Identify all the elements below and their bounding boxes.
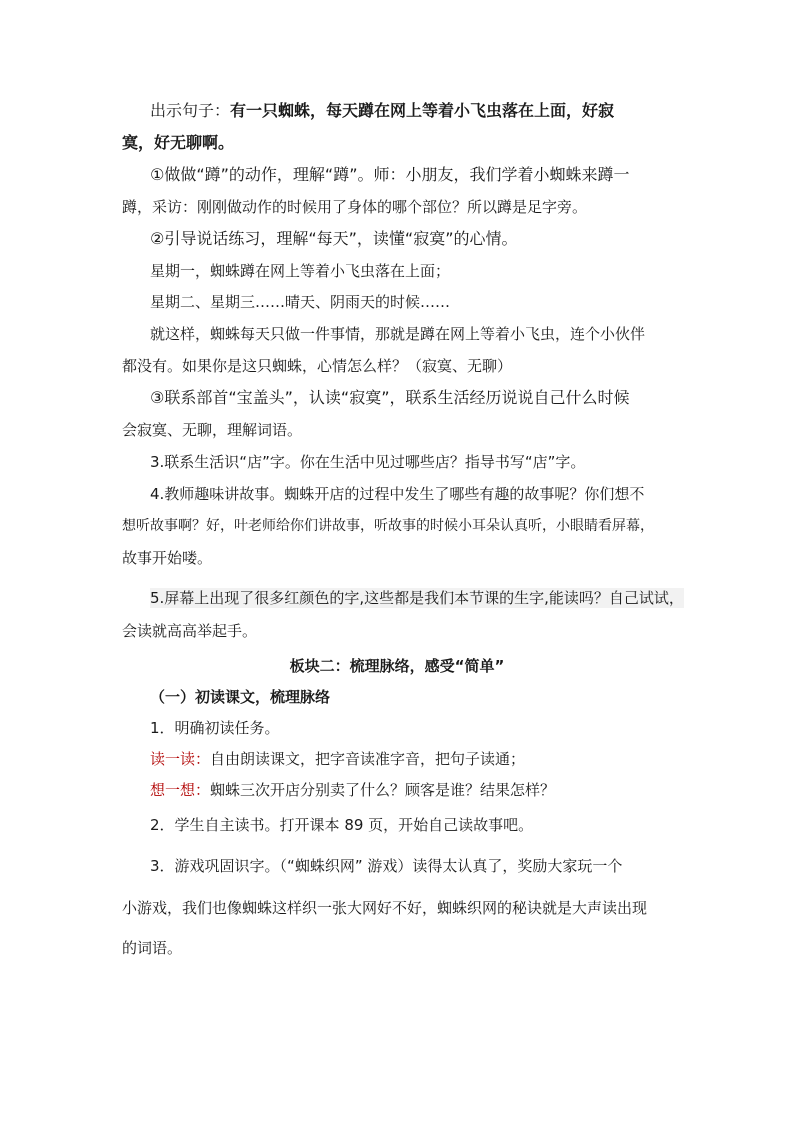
paragraph-line: 3．游戏巩固识字。（“蜘蛛织网” 游戏）读得太认真了，奖励大家玩一个 bbox=[150, 857, 623, 875]
paragraph-line: 4.教师趣味讲故事。蜘蛛开店的过程中发生了哪些有趣的故事呢？你们想不 bbox=[150, 485, 645, 503]
paragraph-line: ③联系部首“宝盖头”，认读“寂寞”，联系生活经历说说自己什么时候 bbox=[150, 388, 630, 407]
paragraph-line: 5.屏幕上出现了很多红颜色的字,这些都是我们本节课的生字,能读吗？自己试试， bbox=[150, 589, 684, 607]
example-sentence: 有一只蜘蛛，每天蹲在网上等着小飞虫落在上面，好寂 bbox=[230, 101, 615, 120]
read-label: 读一读： bbox=[150, 750, 211, 768]
example-sentence-cont: 寞，好无聊啊。 bbox=[122, 133, 235, 152]
paragraph-line: ①做做“蹲”的动作，理解“蹲”。师：小朋友，我们学着小蜘蛛来蹲一 bbox=[150, 165, 630, 184]
paragraph-line: 想听故事啊？好，叶老师给你们讲故事，听故事的时候小耳朵认真听，小眼睛看屏幕， bbox=[122, 518, 654, 534]
read-task: 自由朗读课文，把字音读准字音，把句子读通； bbox=[210, 750, 526, 768]
paragraph-line bbox=[150, 101, 614, 121]
think-task: 蜘蛛三次开店分别卖了什么？顾客是谁？结果怎样？ bbox=[210, 781, 556, 799]
paragraph-line: 3.联系生活识“店”字。你在生活中见过哪些店？指导书写“店”字。 bbox=[150, 453, 586, 471]
paragraph-line: 的词语。 bbox=[122, 939, 183, 957]
paragraph-line: 就这样，蜘蛛每天只做一件事情，那就是蹲在网上等着小飞虫，连个小伙伴 bbox=[150, 325, 646, 343]
paragraph-line: 星期一，蜘蛛蹲在网上等着小飞虫落在上面； bbox=[150, 262, 451, 280]
paragraph-line: 会读就高高举起手。 bbox=[122, 622, 258, 640]
task-line bbox=[150, 749, 525, 769]
subsection-heading: （一）初读课文，梳理脉络 bbox=[150, 688, 331, 706]
paragraph-line: 星期二、星期三……晴天、阴雨天的时候…… bbox=[150, 293, 451, 311]
paragraph-line: 2．学生自主读书。打开课本 89 页，开始自己读故事吧。 bbox=[150, 816, 534, 834]
paragraph-line: 1．明确初读任务。 bbox=[150, 719, 280, 737]
paragraph-line: ②引导说话练习，理解“每天”，读懂“寂寞”的心情。 bbox=[150, 229, 518, 248]
paragraph-line: 故事开始喽。 bbox=[122, 549, 213, 567]
task-line bbox=[150, 780, 555, 800]
paragraph-line: 会寂寞、无聊，理解词语。 bbox=[122, 421, 303, 439]
intro-label: 出示句子： bbox=[150, 101, 231, 120]
think-label: 想一想： bbox=[150, 781, 211, 799]
paragraph-line: 蹲，采访：刚刚做动作的时候用了身体的哪个部位？所以蹲是足字旁。 bbox=[122, 198, 588, 216]
section-heading: 板块二：梳理脉络，感受“简单” bbox=[289, 657, 505, 675]
paragraph-line: 小游戏，我们也像蜘蛛这样织一张大网好不好，蜘蛛织网的秘诀就是大声读出现 bbox=[122, 899, 648, 917]
paragraph-line: 都没有。如果你是这只蜘蛛，心情怎么样？（寂寞、无聊） bbox=[122, 357, 513, 375]
